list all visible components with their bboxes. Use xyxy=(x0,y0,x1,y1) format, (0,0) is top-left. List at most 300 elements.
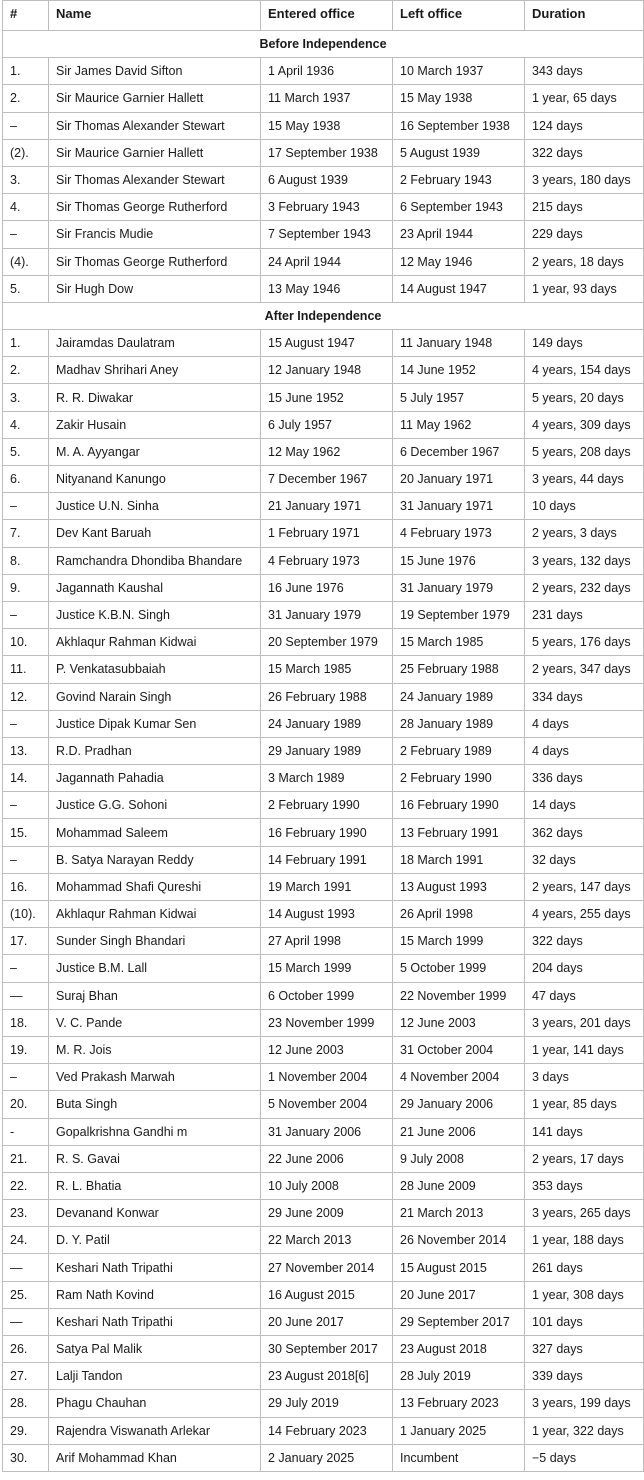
row-duration: 149 days xyxy=(525,330,644,357)
row-name: Suraj Bhan xyxy=(49,982,261,1009)
row-entered: 15 May 1938 xyxy=(261,112,393,139)
table-row xyxy=(3,1227,644,1254)
row-entered: 20 September 1979 xyxy=(261,629,393,656)
row-left: 23 August 2018 xyxy=(393,1336,525,1363)
row-number: – xyxy=(3,1064,49,1091)
row-left: 25 February 1988 xyxy=(393,656,525,683)
table-row xyxy=(3,1281,644,1308)
row-left: 11 January 1948 xyxy=(393,330,525,357)
row-name: Akhlaqur Rahman Kidwai xyxy=(49,629,261,656)
row-duration: 124 days xyxy=(525,112,644,139)
row-left: 2 February 1990 xyxy=(393,765,525,792)
row-duration: 2 years, 18 days xyxy=(525,248,644,275)
row-number: - xyxy=(3,1118,49,1145)
row-name: Sir Maurice Garnier Hallett xyxy=(49,85,261,112)
table-row xyxy=(3,1417,644,1444)
row-number: 3. xyxy=(3,166,49,193)
row-number: – xyxy=(3,710,49,737)
row-number: 6. xyxy=(3,466,49,493)
row-left: 19 September 1979 xyxy=(393,601,525,628)
table-row xyxy=(3,656,644,683)
row-number: (2). xyxy=(3,139,49,166)
row-name: Sir Thomas Alexander Stewart xyxy=(49,112,261,139)
row-entered: 30 September 2017 xyxy=(261,1336,393,1363)
row-entered: 6 July 1957 xyxy=(261,411,393,438)
row-number: — xyxy=(3,1254,49,1281)
row-number: 10. xyxy=(3,629,49,656)
row-entered: 15 March 1999 xyxy=(261,955,393,982)
row-duration: 101 days xyxy=(525,1308,644,1335)
row-duration: 1 year, 65 days xyxy=(525,85,644,112)
row-entered: 1 November 2004 xyxy=(261,1064,393,1091)
row-duration: 5 years, 208 days xyxy=(525,438,644,465)
col-entered-header: Entered office xyxy=(261,1,393,31)
row-entered: 29 January 1989 xyxy=(261,737,393,764)
row-left: 18 March 1991 xyxy=(393,846,525,873)
row-name: V. C. Pande xyxy=(49,1009,261,1036)
row-left: 6 December 1967 xyxy=(393,438,525,465)
row-number: 5. xyxy=(3,438,49,465)
row-number: 12. xyxy=(3,683,49,710)
row-number: – xyxy=(3,601,49,628)
row-number: – xyxy=(3,792,49,819)
table-row xyxy=(3,1308,644,1335)
row-duration: 32 days xyxy=(525,846,644,873)
row-entered: 15 March 1985 xyxy=(261,656,393,683)
section-row xyxy=(3,31,644,58)
row-entered: 14 February 1991 xyxy=(261,846,393,873)
table-row xyxy=(3,982,644,1009)
row-name: Devanand Konwar xyxy=(49,1200,261,1227)
row-number: 18. xyxy=(3,1009,49,1036)
row-duration: 2 years, 17 days xyxy=(525,1145,644,1172)
row-left: 26 November 2014 xyxy=(393,1227,525,1254)
row-name: Justice Dipak Kumar Sen xyxy=(49,710,261,737)
row-left: 12 June 2003 xyxy=(393,1009,525,1036)
table-row xyxy=(3,58,644,85)
row-number: 30. xyxy=(3,1444,49,1471)
row-number: 8. xyxy=(3,547,49,574)
row-duration: 229 days xyxy=(525,221,644,248)
row-number: 21. xyxy=(3,1145,49,1172)
row-number: 29. xyxy=(3,1417,49,1444)
table-row xyxy=(3,1336,644,1363)
row-name: Justice U.N. Sinha xyxy=(49,493,261,520)
col-number-header: # xyxy=(3,1,49,31)
row-left: 16 September 1938 xyxy=(393,112,525,139)
row-duration: 1 year, 322 days xyxy=(525,1417,644,1444)
row-left: 20 June 2017 xyxy=(393,1281,525,1308)
row-name: Gopalkrishna Gandhi m xyxy=(49,1118,261,1145)
table-row xyxy=(3,438,644,465)
row-name: Buta Singh xyxy=(49,1091,261,1118)
table-row xyxy=(3,520,644,547)
row-entered: 27 April 1998 xyxy=(261,928,393,955)
row-duration: 3 years, 44 days xyxy=(525,466,644,493)
table-row xyxy=(3,710,644,737)
table-row xyxy=(3,601,644,628)
row-left: 28 July 2019 xyxy=(393,1363,525,1390)
row-duration: 3 years, 199 days xyxy=(525,1390,644,1417)
row-left: 15 March 1999 xyxy=(393,928,525,955)
row-name: Keshari Nath Tripathi xyxy=(49,1308,261,1335)
row-number: 27. xyxy=(3,1363,49,1390)
row-number: — xyxy=(3,1308,49,1335)
row-entered: 12 January 1948 xyxy=(261,357,393,384)
row-left: 29 January 2006 xyxy=(393,1091,525,1118)
table-row xyxy=(3,493,644,520)
row-name: Justice K.B.N. Singh xyxy=(49,601,261,628)
row-name: Sir Thomas George Rutherford xyxy=(49,194,261,221)
table-row xyxy=(3,819,644,846)
row-duration: 231 days xyxy=(525,601,644,628)
row-duration: 261 days xyxy=(525,1254,644,1281)
row-number: — xyxy=(3,982,49,1009)
table-row xyxy=(3,330,644,357)
row-entered: 22 March 2013 xyxy=(261,1227,393,1254)
row-number: 7. xyxy=(3,520,49,547)
row-name: Nityanand Kanungo xyxy=(49,466,261,493)
row-entered: 14 February 2023 xyxy=(261,1417,393,1444)
header-row xyxy=(3,1,644,31)
row-name: Justice B.M. Lall xyxy=(49,955,261,982)
table-row xyxy=(3,221,644,248)
row-number: 22. xyxy=(3,1172,49,1199)
row-entered: 27 November 2014 xyxy=(261,1254,393,1281)
row-number: – xyxy=(3,846,49,873)
row-duration: 322 days xyxy=(525,139,644,166)
row-duration: 2 years, 147 days xyxy=(525,873,644,900)
row-number: 9. xyxy=(3,574,49,601)
row-entered: 16 June 1976 xyxy=(261,574,393,601)
table-row xyxy=(3,1254,644,1281)
row-name: M. R. Jois xyxy=(49,1036,261,1063)
row-duration: 343 days xyxy=(525,58,644,85)
row-name: Govind Narain Singh xyxy=(49,683,261,710)
row-entered: 12 June 2003 xyxy=(261,1036,393,1063)
table-row xyxy=(3,683,644,710)
row-name: Sir Maurice Garnier Hallett xyxy=(49,139,261,166)
row-duration: 14 days xyxy=(525,792,644,819)
row-name: Zakir Husain xyxy=(49,411,261,438)
row-number: – xyxy=(3,493,49,520)
row-name: Sir James David Sifton xyxy=(49,58,261,85)
table-row xyxy=(3,112,644,139)
table-row xyxy=(3,901,644,928)
row-name: R. R. Diwakar xyxy=(49,384,261,411)
table-row xyxy=(3,846,644,873)
row-number: 5. xyxy=(3,275,49,302)
col-left-header: Left office xyxy=(393,1,525,31)
table-row xyxy=(3,1172,644,1199)
row-duration: 4 days xyxy=(525,737,644,764)
row-left: 15 May 1938 xyxy=(393,85,525,112)
row-number: 28. xyxy=(3,1390,49,1417)
section-row xyxy=(3,302,644,329)
table-body xyxy=(3,31,644,1472)
row-entered: 24 January 1989 xyxy=(261,710,393,737)
row-left: 9 July 2008 xyxy=(393,1145,525,1172)
row-name: Sir Hugh Dow xyxy=(49,275,261,302)
table-row xyxy=(3,1444,644,1471)
row-entered: 31 January 1979 xyxy=(261,601,393,628)
row-entered: 1 February 1971 xyxy=(261,520,393,547)
row-number: 4. xyxy=(3,194,49,221)
row-name: Sir Thomas George Rutherford xyxy=(49,248,261,275)
table-row xyxy=(3,955,644,982)
table-row xyxy=(3,737,644,764)
row-name: Sir Thomas Alexander Stewart xyxy=(49,166,261,193)
row-entered: 20 June 2017 xyxy=(261,1308,393,1335)
row-name: Akhlaqur Rahman Kidwai xyxy=(49,901,261,928)
row-name: B. Satya Narayan Reddy xyxy=(49,846,261,873)
row-left: 15 June 1976 xyxy=(393,547,525,574)
row-number: 13. xyxy=(3,737,49,764)
row-left: 6 September 1943 xyxy=(393,194,525,221)
row-left: 12 May 1946 xyxy=(393,248,525,275)
table-row xyxy=(3,384,644,411)
row-duration: 4 days xyxy=(525,710,644,737)
row-duration: 10 days xyxy=(525,493,644,520)
table-row xyxy=(3,139,644,166)
row-number: 2. xyxy=(3,357,49,384)
row-number: 16. xyxy=(3,873,49,900)
row-name: R. S. Gavai xyxy=(49,1145,261,1172)
row-name: M. A. Ayyangar xyxy=(49,438,261,465)
row-number: 19. xyxy=(3,1036,49,1063)
row-left: 23 April 1944 xyxy=(393,221,525,248)
row-left: 28 June 2009 xyxy=(393,1172,525,1199)
row-entered: 23 November 1999 xyxy=(261,1009,393,1036)
row-duration: 204 days xyxy=(525,955,644,982)
row-entered: 13 May 1946 xyxy=(261,275,393,302)
table-row xyxy=(3,574,644,601)
row-name: Ramchandra Dhondiba Bhandare xyxy=(49,547,261,574)
row-entered: 16 February 1990 xyxy=(261,819,393,846)
row-left: 11 May 1962 xyxy=(393,411,525,438)
row-number: (10). xyxy=(3,901,49,928)
table-row xyxy=(3,765,644,792)
table-row xyxy=(3,411,644,438)
row-name: Ram Nath Kovind xyxy=(49,1281,261,1308)
row-number: 11. xyxy=(3,656,49,683)
row-name: Satya Pal Malik xyxy=(49,1336,261,1363)
row-left: 31 January 1979 xyxy=(393,574,525,601)
row-left: 10 March 1937 xyxy=(393,58,525,85)
row-name: Justice G.G. Sohoni xyxy=(49,792,261,819)
row-name: Sunder Singh Bhandari xyxy=(49,928,261,955)
row-name: Madhav Shrihari Aney xyxy=(49,357,261,384)
row-duration: 339 days xyxy=(525,1363,644,1390)
row-entered: 3 February 1943 xyxy=(261,194,393,221)
table-row xyxy=(3,1091,644,1118)
row-name: R. L. Bhatia xyxy=(49,1172,261,1199)
row-entered: 24 April 1944 xyxy=(261,248,393,275)
table-row xyxy=(3,466,644,493)
row-left: 29 September 2017 xyxy=(393,1308,525,1335)
row-entered: 16 August 2015 xyxy=(261,1281,393,1308)
row-number: 25. xyxy=(3,1281,49,1308)
row-entered: 1 April 1936 xyxy=(261,58,393,85)
row-name: Keshari Nath Tripathi xyxy=(49,1254,261,1281)
row-entered: 6 October 1999 xyxy=(261,982,393,1009)
row-left: 14 August 1947 xyxy=(393,275,525,302)
row-number: (4). xyxy=(3,248,49,275)
row-entered: 15 August 1947 xyxy=(261,330,393,357)
table-row xyxy=(3,248,644,275)
row-name: Jagannath Pahadia xyxy=(49,765,261,792)
row-duration: −5 days xyxy=(525,1444,644,1471)
row-number: 1. xyxy=(3,58,49,85)
row-number: 24. xyxy=(3,1227,49,1254)
row-left: 28 January 1989 xyxy=(393,710,525,737)
table-row xyxy=(3,166,644,193)
governors-table xyxy=(2,0,644,1472)
row-name: Mohammad Shafi Qureshi xyxy=(49,873,261,900)
table-row xyxy=(3,547,644,574)
row-name: Dev Kant Baruah xyxy=(49,520,261,547)
row-duration: 5 years, 176 days xyxy=(525,629,644,656)
row-left: 22 November 1999 xyxy=(393,982,525,1009)
row-duration: 4 years, 255 days xyxy=(525,901,644,928)
row-entered: 29 June 2009 xyxy=(261,1200,393,1227)
row-left: 4 November 2004 xyxy=(393,1064,525,1091)
row-name: Sir Francis Mudie xyxy=(49,221,261,248)
row-entered: 31 January 2006 xyxy=(261,1118,393,1145)
col-name-header: Name xyxy=(49,1,261,31)
row-entered: 11 March 1937 xyxy=(261,85,393,112)
row-left: 21 June 2006 xyxy=(393,1118,525,1145)
row-left: 13 August 1993 xyxy=(393,873,525,900)
row-name: D. Y. Patil xyxy=(49,1227,261,1254)
row-left: 13 February 1991 xyxy=(393,819,525,846)
row-name: R.D. Pradhan xyxy=(49,737,261,764)
row-left: 26 April 1998 xyxy=(393,901,525,928)
row-number: 20. xyxy=(3,1091,49,1118)
table-row xyxy=(3,357,644,384)
row-number: 4. xyxy=(3,411,49,438)
row-left: 1 January 2025 xyxy=(393,1417,525,1444)
row-duration: 2 years, 3 days xyxy=(525,520,644,547)
row-entered: 17 September 1938 xyxy=(261,139,393,166)
row-entered: 5 November 2004 xyxy=(261,1091,393,1118)
row-duration: 47 days xyxy=(525,982,644,1009)
row-number: 23. xyxy=(3,1200,49,1227)
row-entered: 23 August 2018[6] xyxy=(261,1363,393,1390)
row-entered: 26 February 1988 xyxy=(261,683,393,710)
row-duration: 3 years, 132 days xyxy=(525,547,644,574)
row-entered: 10 July 2008 xyxy=(261,1172,393,1199)
table-row xyxy=(3,1118,644,1145)
row-left: 5 August 1939 xyxy=(393,139,525,166)
row-name: Jagannath Kaushal xyxy=(49,574,261,601)
row-number: – xyxy=(3,955,49,982)
row-duration: 336 days xyxy=(525,765,644,792)
table-row xyxy=(3,1363,644,1390)
row-number: 17. xyxy=(3,928,49,955)
row-duration: 322 days xyxy=(525,928,644,955)
row-number: – xyxy=(3,221,49,248)
table-row xyxy=(3,792,644,819)
row-duration: 141 days xyxy=(525,1118,644,1145)
table-row xyxy=(3,928,644,955)
row-left: 5 July 1957 xyxy=(393,384,525,411)
row-entered: 22 June 2006 xyxy=(261,1145,393,1172)
row-entered: 12 May 1962 xyxy=(261,438,393,465)
row-left: 15 March 1985 xyxy=(393,629,525,656)
section-title: Before Independence xyxy=(3,31,644,58)
row-name: Phagu Chauhan xyxy=(49,1390,261,1417)
row-entered: 2 January 2025 xyxy=(261,1444,393,1471)
row-duration: 215 days xyxy=(525,194,644,221)
row-duration: 327 days xyxy=(525,1336,644,1363)
row-number: 1. xyxy=(3,330,49,357)
row-name: Rajendra Viswanath Arlekar xyxy=(49,1417,261,1444)
row-duration: 2 years, 347 days xyxy=(525,656,644,683)
row-left: 20 January 1971 xyxy=(393,466,525,493)
row-name: Arif Mohammad Khan xyxy=(49,1444,261,1471)
section-title: After Independence xyxy=(3,302,644,329)
row-entered: 21 January 1971 xyxy=(261,493,393,520)
row-left: 24 January 1989 xyxy=(393,683,525,710)
row-duration: 1 year, 308 days xyxy=(525,1281,644,1308)
row-duration: 1 year, 93 days xyxy=(525,275,644,302)
row-left: 16 February 1990 xyxy=(393,792,525,819)
row-left: 14 June 1952 xyxy=(393,357,525,384)
row-number: 2. xyxy=(3,85,49,112)
row-number: 3. xyxy=(3,384,49,411)
row-left: 4 February 1973 xyxy=(393,520,525,547)
row-left: 13 February 2023 xyxy=(393,1390,525,1417)
row-duration: 3 years, 180 days xyxy=(525,166,644,193)
row-duration: 3 days xyxy=(525,1064,644,1091)
row-duration: 1 year, 141 days xyxy=(525,1036,644,1063)
row-entered: 2 February 1990 xyxy=(261,792,393,819)
table-row xyxy=(3,629,644,656)
row-duration: 2 years, 232 days xyxy=(525,574,644,601)
row-left: 2 February 1943 xyxy=(393,166,525,193)
col-duration-header: Duration xyxy=(525,1,644,31)
row-left: 2 February 1989 xyxy=(393,737,525,764)
row-duration: 1 year, 188 days xyxy=(525,1227,644,1254)
row-duration: 3 years, 265 days xyxy=(525,1200,644,1227)
row-entered: 29 July 2019 xyxy=(261,1390,393,1417)
row-number: – xyxy=(3,112,49,139)
row-name: Mohammad Saleem xyxy=(49,819,261,846)
row-name: Lalji Tandon xyxy=(49,1363,261,1390)
table-row xyxy=(3,1390,644,1417)
row-entered: 7 September 1943 xyxy=(261,221,393,248)
row-number: 15. xyxy=(3,819,49,846)
row-left: 31 October 2004 xyxy=(393,1036,525,1063)
row-left: 5 October 1999 xyxy=(393,955,525,982)
table-row xyxy=(3,1009,644,1036)
row-entered: 4 February 1973 xyxy=(261,547,393,574)
row-duration: 353 days xyxy=(525,1172,644,1199)
row-name: Jairamdas Daulatram xyxy=(49,330,261,357)
row-left: 15 August 2015 xyxy=(393,1254,525,1281)
table-row xyxy=(3,873,644,900)
row-left: 31 January 1971 xyxy=(393,493,525,520)
row-name: Ved Prakash Marwah xyxy=(49,1064,261,1091)
row-entered: 3 March 1989 xyxy=(261,765,393,792)
table-row xyxy=(3,1064,644,1091)
row-entered: 6 August 1939 xyxy=(261,166,393,193)
row-entered: 15 June 1952 xyxy=(261,384,393,411)
row-duration: 334 days xyxy=(525,683,644,710)
row-duration: 5 years, 20 days xyxy=(525,384,644,411)
row-entered: 19 March 1991 xyxy=(261,873,393,900)
